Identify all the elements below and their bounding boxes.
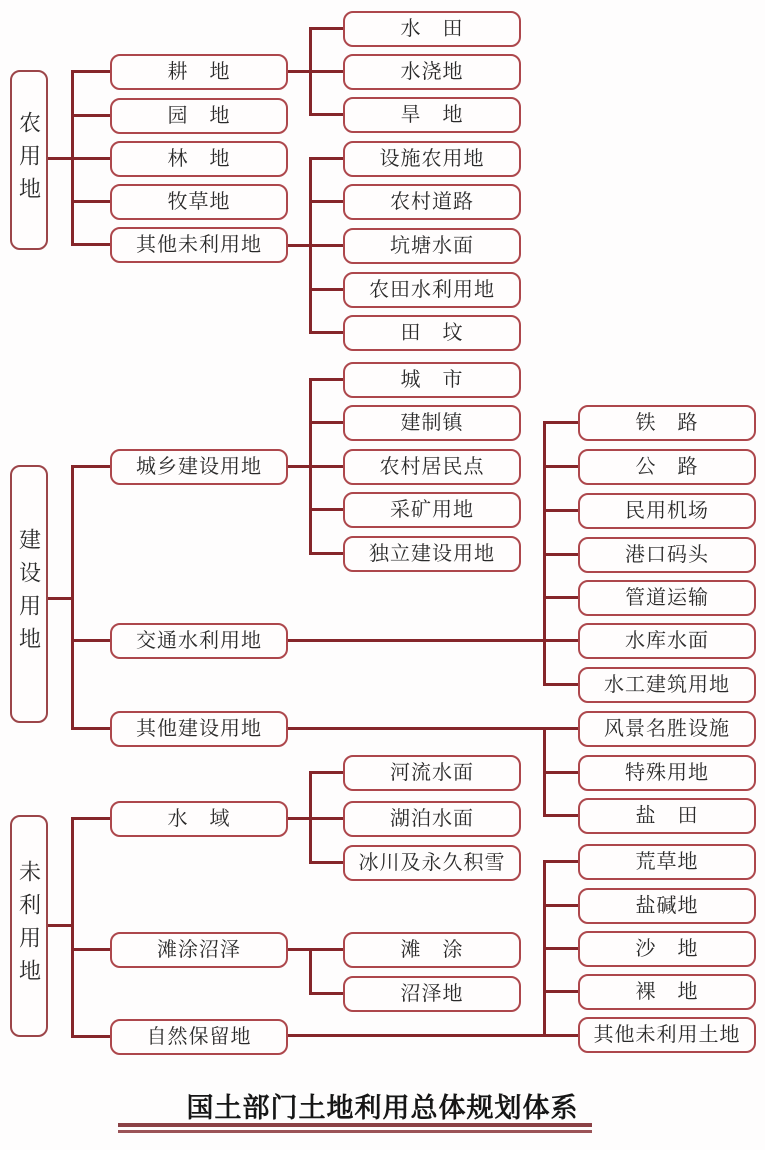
connector-line xyxy=(288,639,578,642)
connector-line xyxy=(288,465,343,468)
node-forest-land: 林 地 xyxy=(110,141,288,177)
node-lake-water-surface: 湖泊水面 xyxy=(343,801,521,837)
diagram-title: 国土部门土地利用总体规划体系 xyxy=(186,1093,579,1123)
connector-line xyxy=(288,70,343,73)
connector-line xyxy=(312,288,343,291)
node-farmland-water-land: 农田水利用地 xyxy=(343,272,521,308)
node-water-area: 水 域 xyxy=(110,801,288,837)
connector-line xyxy=(309,771,312,864)
node-wild-grassland: 荒草地 xyxy=(578,844,756,880)
connector-line xyxy=(288,244,343,247)
connector-line xyxy=(546,990,578,993)
connector-line xyxy=(74,114,110,117)
node-construction-land: 建设用地 xyxy=(10,465,48,723)
connector-line xyxy=(309,378,312,555)
node-salt-field: 盐 田 xyxy=(578,798,756,834)
node-saline-alkali-land: 盐碱地 xyxy=(578,888,756,924)
connector-line xyxy=(312,861,343,864)
connector-line xyxy=(74,1035,110,1038)
node-civil-airport: 民用机场 xyxy=(578,493,756,529)
connector-line xyxy=(312,331,343,334)
connector-line xyxy=(48,157,110,160)
node-garden-land: 园 地 xyxy=(110,98,288,134)
node-unused-land: 未利用地 xyxy=(10,815,48,1037)
connector-line xyxy=(288,727,578,730)
connector-line xyxy=(546,904,578,907)
connector-line xyxy=(546,683,578,686)
node-paddy-field: 水 田 xyxy=(343,11,521,47)
node-field-ridge: 田 坟 xyxy=(343,315,521,351)
node-city: 城 市 xyxy=(343,362,521,398)
connector-line xyxy=(288,948,343,951)
connector-line xyxy=(309,27,312,116)
connector-line xyxy=(312,113,343,116)
node-facility-agri-land: 设施农用地 xyxy=(343,141,521,177)
node-transport-water-land: 交通水利用地 xyxy=(110,623,288,659)
connector-line xyxy=(71,465,74,730)
node-highway: 公 路 xyxy=(578,449,756,485)
connector-line xyxy=(71,817,74,1038)
connector-line xyxy=(74,948,110,951)
connector-line xyxy=(309,157,312,334)
node-mining-land: 采矿用地 xyxy=(343,492,521,528)
node-irrigated-land: 水浇地 xyxy=(343,54,521,90)
connector-line xyxy=(546,860,578,863)
node-sandy-land: 沙 地 xyxy=(578,931,756,967)
connector-line xyxy=(546,465,578,468)
connector-line xyxy=(312,27,343,30)
connector-line xyxy=(288,817,343,820)
node-marshland: 沼泽地 xyxy=(343,976,521,1012)
node-rural-road: 农村道路 xyxy=(343,184,521,220)
node-rural-settlement: 农村居民点 xyxy=(343,449,521,485)
connector-line xyxy=(71,70,74,246)
node-tidal-flat-marsh: 滩涂沼泽 xyxy=(110,932,288,968)
node-pond-water-surface: 坑塘水面 xyxy=(343,228,521,264)
node-port-wharf: 港口码头 xyxy=(578,537,756,573)
node-tidal-flat: 滩 涂 xyxy=(343,932,521,968)
connector-line xyxy=(546,596,578,599)
connector-line xyxy=(74,200,110,203)
node-other-unused-agri-land: 其他未利用地 xyxy=(110,227,288,263)
connector-line xyxy=(312,200,343,203)
connector-line xyxy=(309,948,312,995)
connector-line xyxy=(74,817,110,820)
node-hydraulic-structure-land: 水工建筑用地 xyxy=(578,667,756,703)
node-independent-construction: 独立建设用地 xyxy=(343,536,521,572)
connector-line xyxy=(546,421,578,424)
connector-line xyxy=(546,814,578,817)
connector-line xyxy=(312,552,343,555)
node-agricultural-land: 农用地 xyxy=(10,70,48,250)
node-cultivated-land: 耕 地 xyxy=(110,54,288,90)
node-reservoir-water-surface: 水库水面 xyxy=(578,623,756,659)
connector-line xyxy=(312,508,343,511)
node-organized-town: 建制镇 xyxy=(343,405,521,441)
connector-line xyxy=(288,1034,578,1037)
node-river-water-surface: 河流水面 xyxy=(343,755,521,791)
node-other-construction-land: 其他建设用地 xyxy=(110,711,288,747)
node-scenic-facility: 风景名胜设施 xyxy=(578,711,756,747)
node-dry-land: 旱 地 xyxy=(343,97,521,133)
connector-line xyxy=(546,553,578,556)
node-pipeline-transport: 管道运输 xyxy=(578,580,756,616)
connector-line xyxy=(74,243,110,246)
node-natural-reserve-land: 自然保留地 xyxy=(110,1019,288,1055)
connector-line xyxy=(312,378,343,381)
node-bare-land: 裸 地 xyxy=(578,974,756,1010)
connector-line xyxy=(312,771,343,774)
title-underline-bottom xyxy=(118,1130,592,1133)
connector-line xyxy=(312,157,343,160)
node-pasture-land: 牧草地 xyxy=(110,184,288,220)
connector-line xyxy=(74,465,110,468)
connector-line xyxy=(312,421,343,424)
node-urban-rural-construction: 城乡建设用地 xyxy=(110,449,288,485)
connector-line xyxy=(546,947,578,950)
connector-line xyxy=(74,727,110,730)
node-glacier-permanent-snow: 冰川及永久积雪 xyxy=(343,845,521,881)
connector-line xyxy=(546,771,578,774)
node-special-land: 特殊用地 xyxy=(578,755,756,791)
connector-line xyxy=(312,992,343,995)
connector-line xyxy=(74,639,110,642)
title-underline-top xyxy=(118,1123,592,1127)
connector-line xyxy=(74,70,110,73)
connector-line xyxy=(546,509,578,512)
node-other-unused-land: 其他未利用土地 xyxy=(578,1017,756,1053)
node-railway: 铁 路 xyxy=(578,405,756,441)
